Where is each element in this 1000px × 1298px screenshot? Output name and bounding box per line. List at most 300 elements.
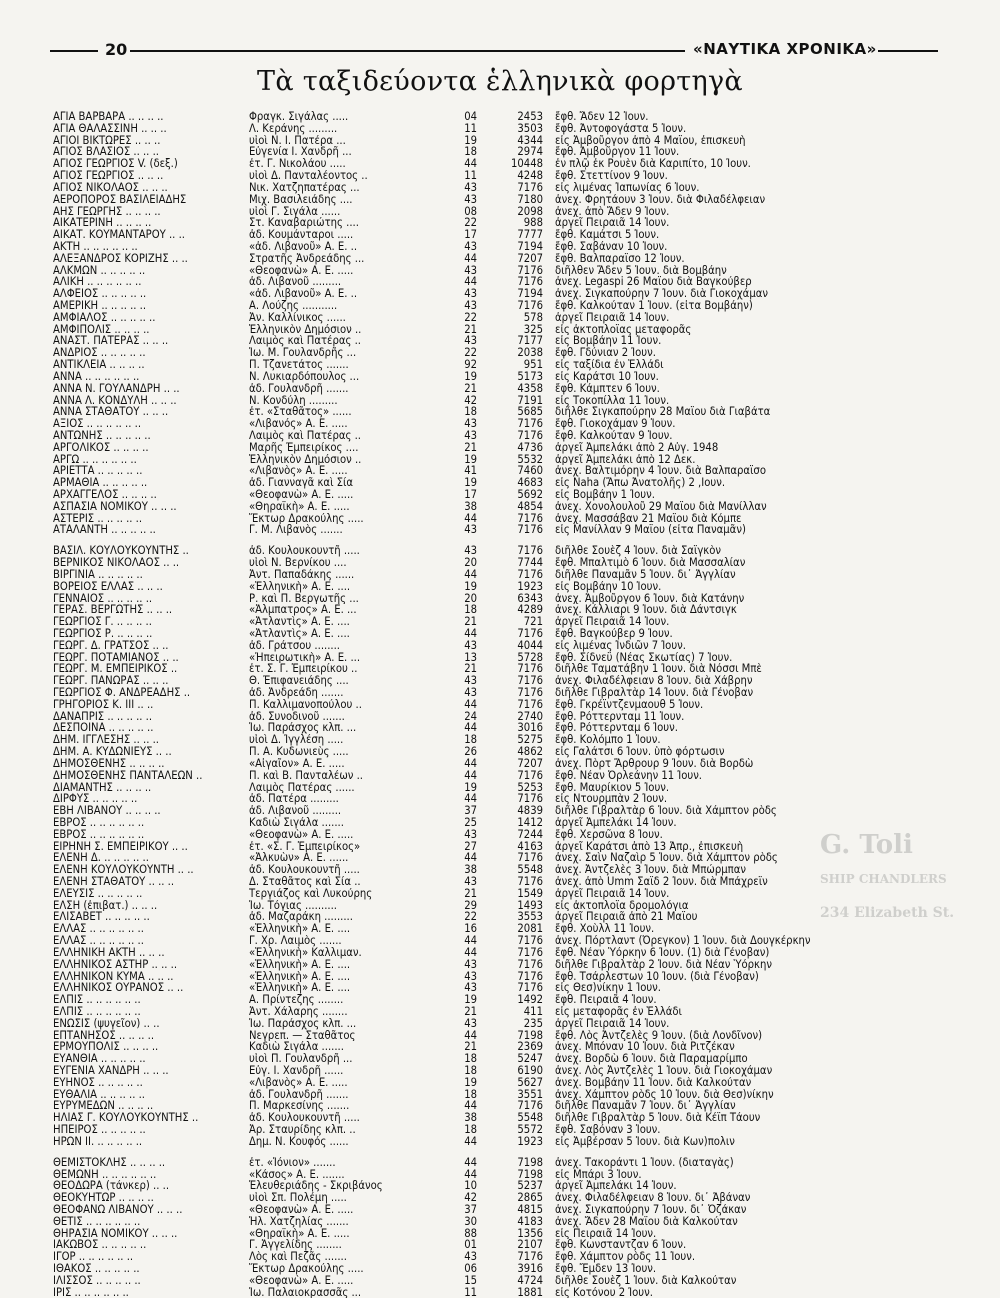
table-row bbox=[53, 170, 813, 182]
ship-name: ΑΓΙΟΣ ΒΛΑΣΙΟΣ .. .. .. bbox=[53, 146, 159, 159]
ship-name: ΑΓΙΟΣ ΝΙΚΟΛΑΟΣ .. .. .. bbox=[53, 181, 168, 194]
build-year: 21 bbox=[464, 616, 477, 628]
tonnage: 951 bbox=[523, 359, 543, 371]
ship-name: ΑΝΔΡΙΟΣ .. .. .. .. .. bbox=[53, 347, 146, 360]
position-status: εἰς Καράτσι 10 Ἰουν. bbox=[555, 370, 659, 383]
position-status: ἀργεῖ Πειραιᾶ 14 Ἰουν. bbox=[555, 1017, 670, 1030]
tonnage: 4248 bbox=[517, 170, 543, 182]
position-status: ἔφθ. Γκρέϊντζενμαουθ 5 Ἰουν. bbox=[555, 698, 704, 711]
owner-agent: Π. Καλλιμανοπούλου .. bbox=[249, 698, 362, 711]
owner-agent: Στρατῆς Ἀνδρεάδης ... bbox=[249, 252, 365, 265]
tonnage: 4358 bbox=[517, 382, 543, 395]
tonnage: 325 bbox=[523, 323, 543, 336]
ship-name: ΕΥΡΥΜΕΔΩΝ .. .. .. .. bbox=[53, 1100, 154, 1113]
table-row bbox=[53, 359, 813, 371]
owner-agent: Ἐλευθεριάδης - Σκριβάνος bbox=[249, 1180, 383, 1193]
owner-agent: υἱοὶ Σπ. Πολέμη ..... bbox=[249, 1192, 347, 1204]
table-row bbox=[53, 687, 813, 699]
table-row bbox=[53, 793, 813, 805]
ship-name: ΕΥΓΕΝΙΑ ΧΑΝΔΡΗ .. .. .. bbox=[53, 1065, 169, 1077]
build-year: 43 bbox=[464, 300, 477, 312]
owner-agent: ἀδ. Κουλουκουντῆ ..... bbox=[249, 1112, 360, 1125]
position-status: ἀνεχ. Φιλαδέλφειαν 8 Ἰουν. διὰ Χάβρην bbox=[555, 675, 753, 687]
ship-name: ΗΛΙΑΣ Γ. ΚΟΥΛΟΥΚΟΥΝΤΗΣ .. bbox=[53, 1112, 199, 1125]
ship-name: ΕΛΛΗΝΙΚΗ ΑΚΤΗ .. .. .. bbox=[53, 946, 165, 959]
ship-name: ΗΡΩΝ ΙΙ. .. .. .. .. .. bbox=[53, 1135, 143, 1148]
position-status: ἀνεχ. Λὸς Ἀντζελὲς 1 Ἰουν. διὰ Γιοκοχάμαν bbox=[555, 1065, 773, 1077]
table-row bbox=[53, 123, 813, 135]
build-year: 26 bbox=[464, 746, 477, 758]
build-year: 18 bbox=[464, 1065, 477, 1077]
owner-agent: Γ. Ἀγγελίδης ........ bbox=[249, 1239, 342, 1252]
ship-name: ΑΓΙΟΙ ΒΙΚΤΩΡΕΣ .. .. .. bbox=[53, 134, 161, 147]
build-year: 08 bbox=[464, 205, 477, 218]
build-year: 43 bbox=[464, 687, 477, 699]
tonnage: 721 bbox=[523, 616, 543, 628]
build-year: 19 bbox=[464, 1076, 477, 1089]
position-status: διῆλθε Σουὲζ 4 Ἰουν. διὰ Σαϊγκὸν bbox=[555, 545, 722, 558]
ship-name: ΔΕΣΠΟΙΝΑ .. .. .. .. .. bbox=[53, 722, 154, 735]
tonnage: 2107 bbox=[517, 1239, 543, 1252]
owner-agent: Λαιμὸς καὶ Πατέρας .. bbox=[249, 429, 361, 442]
position-status: ἀνεχ. ἀπὸ Umm Σαΐδ 2 Ἰουν. διὰ Μπάχρεϊν bbox=[555, 876, 768, 888]
ship-name: ΓΡΗΓΟΡΙΟΣ Κ. ΙΙΙ .. .. bbox=[53, 698, 154, 711]
table-row bbox=[53, 406, 813, 418]
tonnage: 7198 bbox=[517, 1156, 543, 1169]
build-year: 44 bbox=[464, 698, 477, 711]
table-row bbox=[53, 1053, 813, 1065]
owner-agent: «Κάσος» Α. Ε. ....... bbox=[249, 1168, 345, 1181]
position-status: ἀργεῖ Πειραιᾶ 14 Ἰουν. bbox=[555, 311, 670, 324]
tonnage: 7777 bbox=[517, 229, 543, 241]
masthead-title: «ΝΑΥΤΙΚΑ ΧΡΟΝΙΚΑ» bbox=[693, 40, 877, 58]
tonnage: 6190 bbox=[517, 1065, 543, 1077]
position-status: ἀνεχ. Σιγκαπούρην 7 Ἰουν. διὰ Γιοκοχάμαν bbox=[555, 288, 768, 300]
table-row bbox=[53, 900, 813, 912]
ship-name: ΑΓΙΟΣ ΓΕΩΡΓΙΟΣ .. .. .. bbox=[53, 170, 164, 182]
table-row bbox=[53, 489, 813, 501]
ship-name: ΑΙΚΑΤ. ΚΟΥΜΑΝΤΑΡΟΥ .. .. bbox=[53, 229, 185, 241]
table-row bbox=[53, 276, 813, 288]
position-status: ἀνεχ. Φιλαδέλφειαν 8 Ἰουν. δι᾽ Ἀβάναν bbox=[555, 1192, 751, 1204]
position-status: ἔφθ. Χερσῶνα 8 Ἰουν. bbox=[555, 828, 663, 841]
ship-name: ΓΕΩΡΓ. Μ. ΕΜΠΕΙΡΙΚΟΣ .. bbox=[53, 663, 178, 676]
table-row bbox=[53, 782, 813, 794]
table-row bbox=[53, 746, 813, 758]
tonnage: 4344 bbox=[517, 134, 543, 147]
tonnage: 235 bbox=[523, 1017, 543, 1030]
owner-agent: «ἀδ. Λιβανοῦ» Α. Ε. .. bbox=[249, 240, 358, 253]
tonnage: 7198 bbox=[517, 1168, 543, 1181]
ship-name: ΑΣΠΑΣΙΑ ΝΟΜΙΚΟΥ .. .. .. bbox=[53, 500, 177, 513]
build-year: 43 bbox=[464, 418, 477, 430]
ship-name: ΑΓΙΟΣ ΓΕΩΡΓΙΟΣ V. (δεξ.) bbox=[53, 158, 178, 171]
ship-name: ΑΜΦΙΠΟΛΙΣ .. .. .. .. bbox=[53, 323, 150, 336]
owner-agent: «Αἰγαῖον» Α. Ε. ..... bbox=[249, 757, 345, 770]
owner-agent: ἀδ. Κουλουκουντῆ ..... bbox=[249, 864, 360, 876]
tonnage: 5532 bbox=[517, 453, 543, 466]
owner-agent: ἀδ. Συνοδινοῦ ....... bbox=[249, 710, 345, 723]
position-status: ἀργεῖ Πειραιᾶ 14 Ἰουν. bbox=[555, 217, 670, 230]
owner-agent: Ἀντ. Παπαδάκης ...... bbox=[249, 568, 355, 581]
owner-agent: ἐτ. Σ. Γ. Ἐμπειρίκου .. bbox=[249, 663, 358, 676]
table-row bbox=[53, 1228, 813, 1240]
build-year: 43 bbox=[464, 193, 477, 206]
table-row bbox=[53, 513, 813, 525]
build-year: 18 bbox=[464, 1088, 477, 1101]
owner-agent: Στ. Καναβαριώτης .... bbox=[249, 217, 359, 230]
ship-name: ΑΝΝΑ ΣΤΑΘΑΤΟΥ .. .. .. bbox=[53, 406, 169, 419]
owner-agent: ἀδ. Γράτσου ........ bbox=[249, 639, 340, 652]
build-year: 21 bbox=[464, 1041, 477, 1054]
build-year: 19 bbox=[464, 453, 477, 466]
tonnage: 7176 bbox=[517, 1100, 543, 1113]
owner-agent: Ἀντ. Χάλαρης ........ bbox=[249, 1005, 348, 1018]
position-status: ἔφθ. Σαβόναν 3 Ἰουν. bbox=[555, 1124, 661, 1136]
owner-agent: ἀδ. Γουλανδρῆ ....... bbox=[249, 1088, 349, 1101]
bleed-through-text: G. Toli bbox=[820, 830, 913, 860]
owner-agent: υἱοὶ Ν. Ι. Πατέρα ... bbox=[249, 134, 346, 147]
position-status: ἔφθ. Βαγκούβερ 9 Ἰουν. bbox=[555, 627, 673, 640]
ship-name: ΑΤΑΛΑΝΤΗ .. .. .. .. .. bbox=[53, 524, 156, 537]
table-row bbox=[53, 335, 813, 347]
build-year: 21 bbox=[464, 382, 477, 395]
owner-agent: Ἰω. Τόγιας .......... bbox=[249, 899, 337, 912]
ship-name: ΕΒΡΟΣ .. .. .. .. .. .. bbox=[53, 816, 145, 829]
owner-agent: υἱοὶ Δ. Πανταλέοντος .. bbox=[249, 170, 368, 182]
owner-agent: Θ. Ἐπιφανειάδης .... bbox=[249, 675, 349, 687]
header-rule-middle bbox=[130, 50, 685, 52]
tonnage: 1412 bbox=[517, 816, 543, 829]
build-year: 11 bbox=[464, 122, 477, 135]
table-row bbox=[53, 1124, 813, 1136]
build-year: 43 bbox=[464, 970, 477, 983]
position-status: διῆλθε Γιβραλτὰρ 2 Ἰουν. διὰ Νέαν Ὑόρκην bbox=[555, 958, 772, 971]
build-year: 11 bbox=[464, 170, 477, 182]
ship-name: ΕΥΗΝΟΣ .. .. .. .. .. bbox=[53, 1076, 143, 1089]
ship-name: ΑΡΧΑΓΓΕΛΟΣ .. .. .. .. bbox=[53, 489, 157, 501]
owner-agent: «Θεοφανὼ» Α. Ε. ..... bbox=[249, 264, 354, 277]
position-status: διῆλθε Σουὲζ 1 Ἰουν. διὰ Καλκούταν bbox=[555, 1274, 737, 1287]
build-year: 44 bbox=[464, 1156, 477, 1169]
position-status: ἔφθ. Κολόμπο 1 Ἰουν. bbox=[555, 734, 661, 747]
table-row bbox=[53, 1275, 813, 1287]
build-year: 13 bbox=[464, 651, 477, 664]
table-row bbox=[53, 418, 813, 430]
build-year: 15 bbox=[464, 1274, 477, 1287]
build-year: 18 bbox=[464, 1124, 477, 1136]
tonnage: 7198 bbox=[517, 1029, 543, 1042]
owner-agent: Ἀρ. Σταυρίδης κλπ. .. bbox=[249, 1124, 356, 1136]
tonnage: 3503 bbox=[517, 122, 543, 135]
tonnage: 4862 bbox=[517, 746, 543, 758]
table-row bbox=[53, 253, 813, 265]
position-status: ἀργεῖ Καράτσι ἀπὸ 13 Ἀπρ., ἐπισκευὴ bbox=[555, 840, 744, 853]
ship-name: ΒΟΡΕΙΟΣ ΕΛΛΑΣ .. .. .. bbox=[53, 580, 163, 593]
build-year: 43 bbox=[464, 524, 477, 537]
ship-name: ΓΕΩΡΓ. Δ. ΓΡΑΤΣΟΣ .. .. bbox=[53, 639, 169, 652]
ship-name: ΕΛΠΙΣ .. .. .. .. .. .. bbox=[53, 1005, 141, 1018]
owner-agent: «Ἑλληνικὴ» Α. Ε. .... bbox=[249, 580, 351, 593]
position-status: ἀνεχ. Μασσάβαν 21 Μαΐου διὰ Κόμπε bbox=[555, 512, 742, 525]
build-year: 18 bbox=[464, 734, 477, 747]
tonnage: 7176 bbox=[517, 545, 543, 558]
table-row bbox=[53, 545, 813, 557]
owner-agent: «Λιβανὸς» Α. Ε. ..... bbox=[249, 465, 348, 478]
build-year: 20 bbox=[464, 592, 477, 605]
table-row bbox=[53, 722, 813, 734]
position-status: ἔφθ. Καμάτσι 5 Ἰουν. bbox=[555, 229, 660, 241]
ship-name: ΑΡΙΕΤΤΑ .. .. .. .. .. bbox=[53, 465, 143, 478]
tonnage: 1549 bbox=[517, 887, 543, 900]
table-row bbox=[53, 312, 813, 324]
position-status: εἰς Θεσ)νίκην 1 Ἰουν. bbox=[555, 982, 661, 995]
build-year: 44 bbox=[464, 1100, 477, 1113]
build-year: 22 bbox=[464, 347, 477, 360]
tonnage: 7191 bbox=[517, 394, 543, 407]
position-status: εἰς Τοκοπίλλα 11 Ἰουν. bbox=[555, 394, 670, 407]
table-row bbox=[53, 569, 813, 581]
ship-name: ΑΣΤΕΡΙΣ .. .. .. .. .. bbox=[53, 512, 143, 525]
ship-name: ΑΛΚΜΩΝ .. .. .. .. .. bbox=[53, 264, 146, 277]
build-year: 22 bbox=[464, 217, 477, 230]
tonnage: 4736 bbox=[517, 441, 543, 454]
owner-agent: Τεργιάζος καὶ Λυκούρης bbox=[249, 887, 373, 900]
owner-agent: Δημ. Ν. Κουφός ...... bbox=[249, 1135, 349, 1148]
tonnage: 4044 bbox=[517, 639, 543, 652]
owner-agent: Α. Λούζης ........... bbox=[249, 300, 338, 312]
position-status: ἀνεχ. Πὸρτ Ἄρθρουρ 9 Ἰουν. διὰ Βορδὼ bbox=[555, 757, 754, 770]
table-row bbox=[53, 454, 813, 466]
tonnage: 7176 bbox=[517, 769, 543, 782]
tonnage: 4815 bbox=[517, 1203, 543, 1216]
position-status: ἀνεχ. ἀπὸ Ἄδεν 9 Ἰουν. bbox=[555, 205, 670, 218]
ship-name: ΕΙΡΗΝΗ Σ. ΕΜΠΕΙΡΙΚΟΥ .. .. bbox=[53, 840, 188, 853]
ship-name: ΔΗΜΟΣΘΕΝΗΣ ΠΑΝΤΑΛΕΩΝ .. bbox=[53, 769, 203, 782]
position-status: ἀργεῖ Πειραιᾶ 14 Ἰουν. bbox=[555, 887, 670, 900]
tonnage: 7176 bbox=[517, 675, 543, 687]
owner-agent: ἀδ. Γουλανδρῆ ....... bbox=[249, 382, 349, 395]
ship-name: ΑΕΡΟΠΟΡΟΣ ΒΑΣΙΛΕΙΑΔΗΣ bbox=[53, 193, 187, 206]
tonnage: 7177 bbox=[517, 335, 543, 348]
owner-agent: «Ἑλληνικὴ» Α. Ε. .... bbox=[249, 958, 351, 971]
position-status: ἀνεχ. Κάλλιαρι 9 Ἰουν. διὰ Δάντσιγκ bbox=[555, 604, 737, 617]
ship-name: ΑΝΑΣΤ. ΠΑΤΕΡΑΣ .. .. .. bbox=[53, 335, 169, 348]
build-year: 43 bbox=[464, 545, 477, 558]
build-year: 20 bbox=[464, 557, 477, 569]
ship-name: ΑΓΙΑ ΒΑΡΒΑΡΑ .. .. .. .. bbox=[53, 111, 164, 123]
build-year: 43 bbox=[464, 1251, 477, 1263]
table-row bbox=[53, 1077, 813, 1089]
build-year: 43 bbox=[464, 828, 477, 841]
tonnage: 7176 bbox=[517, 663, 543, 676]
position-status: ἔφθ. Μπαλτιμὸ 6 Ἰουν. διὰ Μασσαλίαν bbox=[555, 557, 746, 569]
build-year: 17 bbox=[464, 229, 477, 241]
owner-agent: «Ἀτλαντὶς» Α. Ε. .... bbox=[249, 616, 350, 628]
table-row bbox=[53, 324, 813, 336]
owner-agent: Εὐγ. Ι. Χανδρῆ ...... bbox=[249, 1065, 344, 1077]
table-row bbox=[53, 947, 813, 959]
build-year: 43 bbox=[464, 264, 477, 277]
ship-name: ΑΜΕΡΙΚΗ .. .. .. .. .. bbox=[53, 300, 147, 312]
build-year: 38 bbox=[464, 864, 477, 876]
table-row bbox=[53, 501, 813, 513]
table-row bbox=[53, 829, 813, 841]
tonnage: 7460 bbox=[517, 465, 543, 478]
owner-agent: ἐτ. «Σταθᾶτος» ...... bbox=[249, 406, 352, 419]
ship-name: ΕΛΕΝΗ ΚΟΥΛΟΥΚΟΥΝΤΗ .. .. bbox=[53, 864, 194, 876]
ship-name: ΑΛΙΚΗ .. .. .. .. .. .. bbox=[53, 276, 142, 289]
ship-name: ΕΛΕΝΗ Δ. .. .. .. .. .. bbox=[53, 852, 149, 865]
ship-name: ΘΕΟΦΑΝΩ ΛΙΒΑΝΟΥ .. .. .. bbox=[53, 1203, 183, 1216]
owner-agent: ἐτ. «Σ. Γ. Ἐμπειρίκος» bbox=[249, 840, 361, 853]
table-row bbox=[53, 604, 813, 616]
table-row bbox=[53, 923, 813, 935]
position-status: εἰς λιμένας Ἰνδιῶν 7 Ἰουν. bbox=[555, 639, 686, 652]
tonnage: 7176 bbox=[517, 181, 543, 194]
build-year: 44 bbox=[464, 1029, 477, 1042]
position-status: εἰς Ντουρμπὰν 2 Ἰουν. bbox=[555, 793, 668, 806]
owner-agent: ἐτ. Γ. Νικολάου ..... bbox=[249, 158, 346, 171]
table-row bbox=[53, 265, 813, 277]
build-year: 92 bbox=[464, 359, 477, 371]
ship-name: ΘΕΜΙΣΤΟΚΛΗΣ .. .. .. .. bbox=[53, 1156, 166, 1169]
ship-name: ΕΥΑΝΘΙΑ .. .. .. .. .. bbox=[53, 1053, 146, 1065]
position-status: ἀνεχ. Ἄδεν 28 Μαΐου διὰ Καλκούταν bbox=[555, 1215, 738, 1228]
tonnage: 5685 bbox=[517, 406, 543, 419]
owner-agent: Ἰω. Παλαιοκρασσᾶς ... bbox=[249, 1286, 362, 1298]
build-year: 18 bbox=[464, 406, 477, 419]
build-year: 44 bbox=[464, 512, 477, 525]
tonnage: 1881 bbox=[517, 1286, 543, 1298]
build-year: 43 bbox=[464, 675, 477, 687]
position-status: ἔφθ. Καλκούταν 1 Ἰουν. (εἶτα Βομβάην) bbox=[555, 300, 753, 312]
owner-agent: ἐτ. «Ἰόνιον» ....... bbox=[249, 1156, 336, 1169]
table-row bbox=[53, 300, 813, 312]
ship-name: ΑΛΕΞΑΝΔΡΟΣ ΚΟΡΙΖΗΣ .. .. bbox=[53, 252, 188, 265]
tonnage: 7194 bbox=[517, 288, 543, 300]
position-status: ἀνεχ. Χάμπτον ρὸδς 10 Ἰουν. διὰ Θεσ)νίκην bbox=[555, 1088, 774, 1101]
table-row bbox=[53, 652, 813, 664]
build-year: 19 bbox=[464, 477, 477, 489]
tonnage: 4163 bbox=[517, 840, 543, 853]
ship-name: ΘΕΟΚΥΗΤΩΡ .. .. .. .. bbox=[53, 1192, 154, 1204]
owner-agent: Α. Πρίντεζης ........ bbox=[249, 994, 344, 1006]
ship-name: ΒΙΡΓΙΝΙΑ .. .. .. .. .. bbox=[53, 568, 143, 581]
position-status: ἐν πλῷ ἐκ Ρουὲν διὰ Καριπίτο, 10 Ἰουν. bbox=[555, 158, 751, 171]
build-year: 21 bbox=[464, 663, 477, 676]
ship-name: ΑΚΤΗ .. .. .. .. .. .. bbox=[53, 240, 138, 253]
tonnage: 3016 bbox=[517, 722, 543, 735]
owner-agent: υἱοὶ Ν. Βερνίκου .... bbox=[249, 557, 347, 569]
tonnage: 3916 bbox=[517, 1263, 543, 1275]
owner-agent: ἀδ. Μαζαράκη ......... bbox=[249, 911, 353, 924]
ship-name: ΕΛΕΝΗ ΣΤΑΘΑΤΟΥ .. .. .. bbox=[53, 876, 175, 888]
header-rule-right bbox=[878, 50, 938, 52]
owner-agent: «Ἑλληνικὴ» Α. Ε. .... bbox=[249, 982, 351, 995]
build-year: 22 bbox=[464, 311, 477, 324]
build-year: 43 bbox=[464, 181, 477, 194]
position-status: εἰς μεταφορᾶς ἐν Ἑλλάδι bbox=[555, 1005, 682, 1018]
build-year: 17 bbox=[464, 489, 477, 501]
position-status: ἀνεχ. Πόρτλαντ (Ὀρεγκον) 1 Ἰουν. διὰ Δουγκέρκην bbox=[555, 935, 811, 947]
table-row bbox=[53, 1089, 813, 1101]
position-status: διῆλθε Γιβραλτὰρ 6 Ἰουν. διὰ Χάμπτον ρὸδς bbox=[555, 805, 777, 817]
tonnage: 5548 bbox=[517, 864, 543, 876]
owner-agent: «Ἀλμπατρος» Α. Ε. ... bbox=[249, 604, 357, 617]
owner-agent: Ν. Κονδύλη ......... bbox=[249, 394, 338, 407]
tonnage: 7176 bbox=[517, 264, 543, 277]
table-row bbox=[53, 465, 813, 477]
build-year: 29 bbox=[464, 899, 477, 912]
position-status: διῆλθε Παναμᾶν 7 Ἰουν. δι᾽ Ἀγγλίαν bbox=[555, 1100, 736, 1113]
position-status: ἀργεῖ Ἀμπελάκι ἀπὸ 2 Αὐγ. 1948 bbox=[555, 441, 719, 454]
build-year: 44 bbox=[464, 757, 477, 770]
tonnage: 5548 bbox=[517, 1112, 543, 1125]
build-year: 44 bbox=[464, 946, 477, 959]
owner-agent: «Θηραϊκὴ» Α. Ε. ..... bbox=[249, 500, 350, 513]
table-row bbox=[53, 430, 813, 442]
build-year: 43 bbox=[464, 335, 477, 348]
position-status: ἀργεῖ Ἀμπελάκι ἀπὸ 12 Δεκ. bbox=[555, 453, 696, 466]
owner-agent: Νεγρεπ. — Σταθᾶτος bbox=[249, 1029, 356, 1042]
header-rule-left bbox=[50, 50, 98, 52]
table-row bbox=[53, 524, 813, 536]
build-year: 18 bbox=[464, 1053, 477, 1065]
ship-name: ΙΡΙΣ .. .. .. .. .. .. bbox=[53, 1286, 129, 1298]
position-status: ἀνεχ. Φρητάουν 3 Ἰουν. διὰ Φιλαδέλφειαν bbox=[555, 193, 766, 206]
tonnage: 7176 bbox=[517, 568, 543, 581]
section-gap-cell bbox=[53, 1148, 813, 1157]
position-status: ἀνεχ. Ἀμβοῦργον 6 Ἰουν. διὰ Κατάνην bbox=[555, 592, 745, 605]
tonnage: 5627 bbox=[517, 1076, 543, 1089]
tonnage: 1923 bbox=[517, 1135, 543, 1148]
ship-name: ΕΒΗ ΛΙΒΑΝΟΥ .. .. .. .. bbox=[53, 805, 161, 817]
position-status: ἔφθ. Κάμπτεν 6 Ἰουν. bbox=[555, 382, 660, 395]
table-row bbox=[53, 758, 813, 770]
build-year: 44 bbox=[464, 769, 477, 782]
table-row bbox=[53, 1251, 813, 1263]
table-row bbox=[53, 1112, 813, 1124]
owner-agent: Γ. Μ. Λιβανὸς ....... bbox=[249, 524, 343, 537]
table-row bbox=[53, 1100, 813, 1112]
ship-name: ΓΕΩΡΓΙΟΣ Φ. ΑΝΔΡΕΑΔΗΣ .. bbox=[53, 687, 191, 699]
owner-agent: Π. Τζανετάτος ....... bbox=[249, 359, 349, 371]
tonnage: 7176 bbox=[517, 852, 543, 865]
ship-name: ΓΕΩΡΓ. ΠΑΝΩΡΑΣ .. .. .. bbox=[53, 675, 169, 687]
tonnage: 7176 bbox=[517, 698, 543, 711]
position-status: ἀργεῖ Πειραιᾶ ἀπὸ 21 Μαΐου bbox=[555, 911, 698, 924]
table-row bbox=[53, 971, 813, 983]
owner-agent: «Θεοφανὼ» Α. Ε. ..... bbox=[249, 828, 354, 841]
build-year: 10 bbox=[464, 1180, 477, 1193]
owner-agent: Νικ. Χατζηπατέρας ... bbox=[249, 181, 360, 194]
position-status: ἀνεχ. Βαλτιμόρην 4 Ἰουν. διὰ Βαλπαραΐσο bbox=[555, 465, 766, 478]
ship-name: ΕΛΙΣΑΒΕΤ .. .. .. .. .. bbox=[53, 911, 150, 924]
tonnage: 7194 bbox=[517, 240, 543, 253]
ship-name: ΘΕΟΔΩΡΑ (τάνκερ) .. .. bbox=[53, 1180, 170, 1193]
table-row bbox=[53, 135, 813, 147]
bleed-through-text: SHIP CHANDLERS bbox=[820, 872, 947, 886]
table-row bbox=[53, 888, 813, 900]
build-year: 21 bbox=[464, 323, 477, 336]
ship-name: ΒΑΣΙΛ. ΚΟΥΛΟΥΚΟΥΝΤΗΣ .. bbox=[53, 545, 189, 558]
ship-name: ΙΛΙΣΣΟΣ .. .. .. .. .. bbox=[53, 1274, 141, 1287]
ship-name: ΕΛΛΗΝΙΚΟΣ ΑΣΤΗΡ .. .. .. bbox=[53, 958, 178, 971]
position-status: ἔφθ. Σαβάναν 10 Ἰουν. bbox=[555, 240, 668, 253]
tonnage: 4683 bbox=[517, 477, 543, 489]
table-row bbox=[53, 347, 813, 359]
